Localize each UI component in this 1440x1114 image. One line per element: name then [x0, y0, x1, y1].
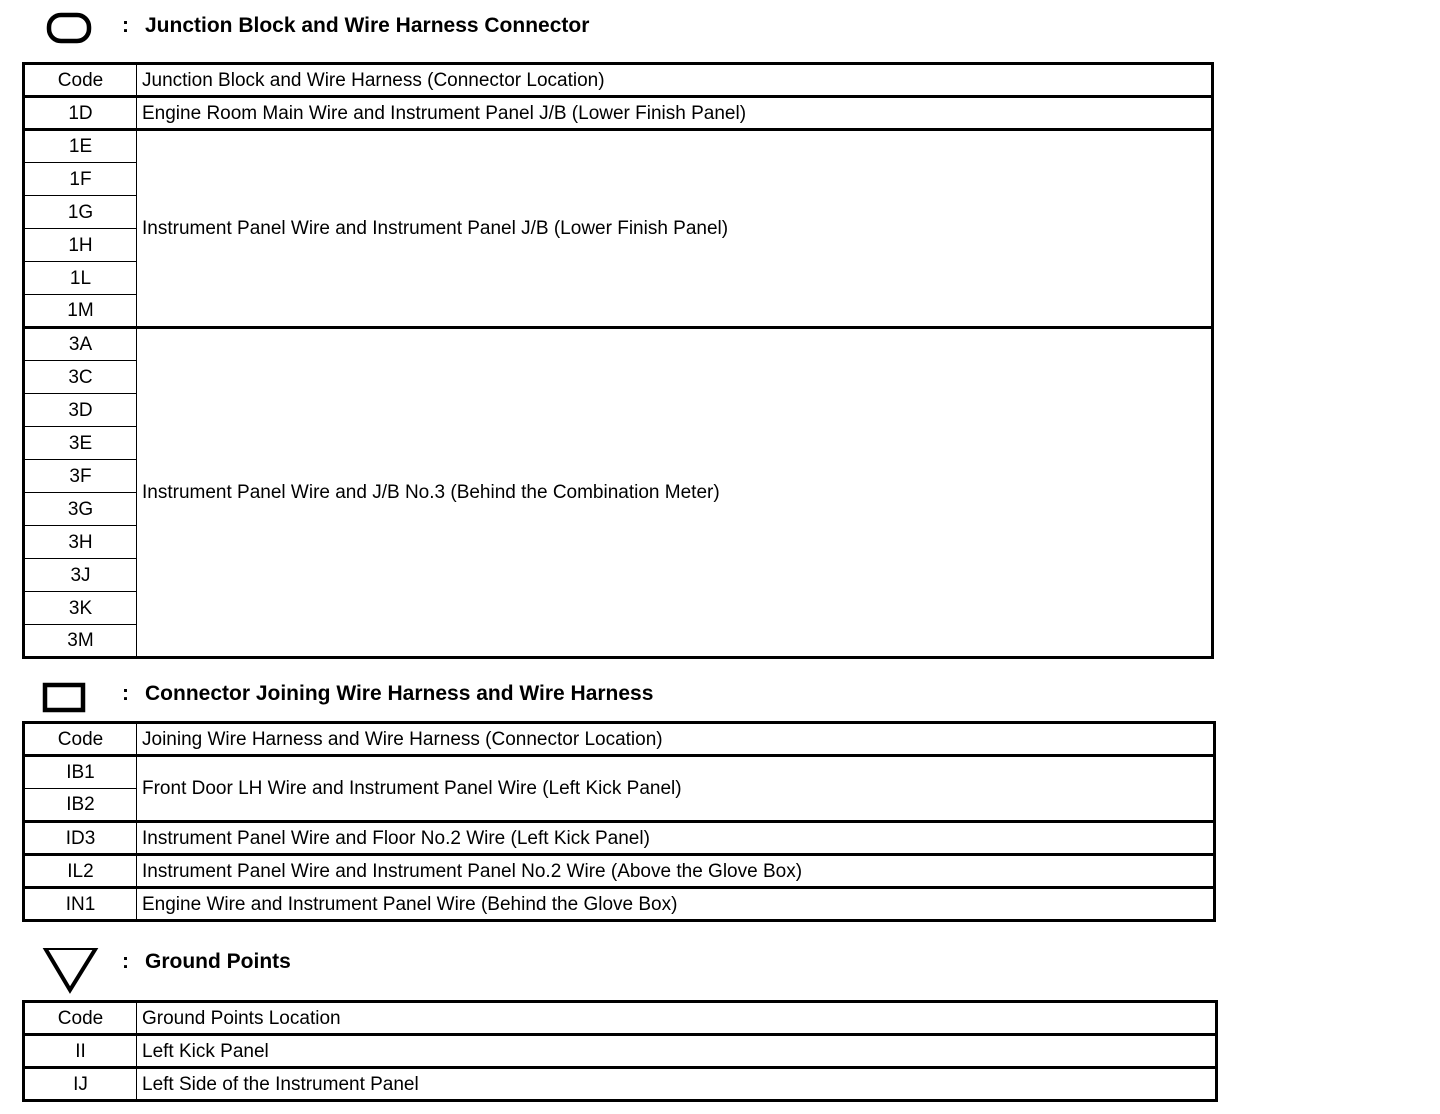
code-cell: 1G: [24, 196, 137, 229]
location-cell: Instrument Panel Wire and Instrument Panel J/B (Lower Finish Panel): [137, 130, 1213, 328]
code-cell: IB2: [24, 789, 137, 822]
rounded-rect-icon: [40, 12, 100, 48]
table-row: [24, 855, 1215, 888]
table-header-row: [24, 64, 1213, 97]
table-header-row: [24, 723, 1215, 756]
code-cell: IB1: [24, 756, 137, 789]
location-cell: Engine Room Main Wire and Instrument Panel J/B (Lower Finish Panel): [137, 97, 1213, 130]
ground-colon: :: [122, 950, 129, 973]
ground-heading: [40, 948, 1240, 988]
code-cell: ID3: [24, 822, 137, 855]
location-cell: Front Door LH Wire and Instrument Panel Wire (Left Kick Panel): [137, 756, 1215, 822]
joining-heading: [40, 680, 1240, 720]
square-icon: [40, 680, 100, 716]
ground-title: Ground Points: [145, 950, 291, 973]
code-cell: 3K: [24, 592, 137, 625]
joining-colon: :: [122, 682, 129, 705]
location-cell: Engine Wire and Instrument Panel Wire (Behind the Glove Box): [137, 888, 1215, 921]
junction-table: [22, 62, 1214, 659]
code-cell: 3C: [24, 361, 137, 394]
code-cell: 1M: [24, 295, 137, 328]
code-cell: 3A: [24, 328, 137, 361]
code-cell: 3J: [24, 559, 137, 592]
code-cell: 1H: [24, 229, 137, 262]
code-cell: IL2: [24, 855, 137, 888]
location-cell: Left Side of the Instrument Panel: [137, 1068, 1217, 1101]
joining-table: [22, 721, 1216, 922]
table-row: [24, 1035, 1217, 1068]
code-cell: 3H: [24, 526, 137, 559]
table-header-row: [24, 1002, 1217, 1035]
location-cell: Instrument Panel Wire and Instrument Panel No.2 Wire (Above the Glove Box): [137, 855, 1215, 888]
header-code: Code: [24, 1002, 137, 1035]
code-cell: 1D: [24, 97, 137, 130]
code-cell: IJ: [24, 1068, 137, 1101]
code-cell: 1L: [24, 262, 137, 295]
joining-title: Connector Joining Wire Harness and Wire Harness: [145, 682, 654, 705]
junction-colon: :: [122, 14, 129, 37]
triangle-down-icon: [40, 948, 100, 994]
code-cell: II: [24, 1035, 137, 1068]
header-location: Ground Points Location: [137, 1002, 1217, 1035]
code-cell: IN1: [24, 888, 137, 921]
table-row: [24, 1068, 1217, 1101]
code-cell: 3G: [24, 493, 137, 526]
code-cell: 3E: [24, 427, 137, 460]
code-cell: 3M: [24, 625, 137, 658]
header-code: Code: [24, 64, 137, 97]
location-cell: Instrument Panel Wire and J/B No.3 (Behind the Combination Meter): [137, 328, 1213, 658]
location-cell: Instrument Panel Wire and Floor No.2 Wire (Left Kick Panel): [137, 822, 1215, 855]
code-cell: 1E: [24, 130, 137, 163]
table-row: [24, 328, 1213, 361]
table-row: [24, 97, 1213, 130]
ground-table: [22, 1000, 1218, 1102]
header-location: Junction Block and Wire Harness (Connector Location): [137, 64, 1213, 97]
header-location: Joining Wire Harness and Wire Harness (Connector Location): [137, 723, 1215, 756]
code-cell: 3F: [24, 460, 137, 493]
table-row: [24, 888, 1215, 921]
header-code: Code: [24, 723, 137, 756]
table-row: [24, 822, 1215, 855]
junction-heading: [40, 12, 1240, 52]
junction-title: Junction Block and Wire Harness Connector: [145, 14, 590, 37]
location-cell: Left Kick Panel: [137, 1035, 1217, 1068]
code-cell: 1F: [24, 163, 137, 196]
code-cell: 3D: [24, 394, 137, 427]
table-row: [24, 756, 1215, 789]
table-row: [24, 130, 1213, 163]
